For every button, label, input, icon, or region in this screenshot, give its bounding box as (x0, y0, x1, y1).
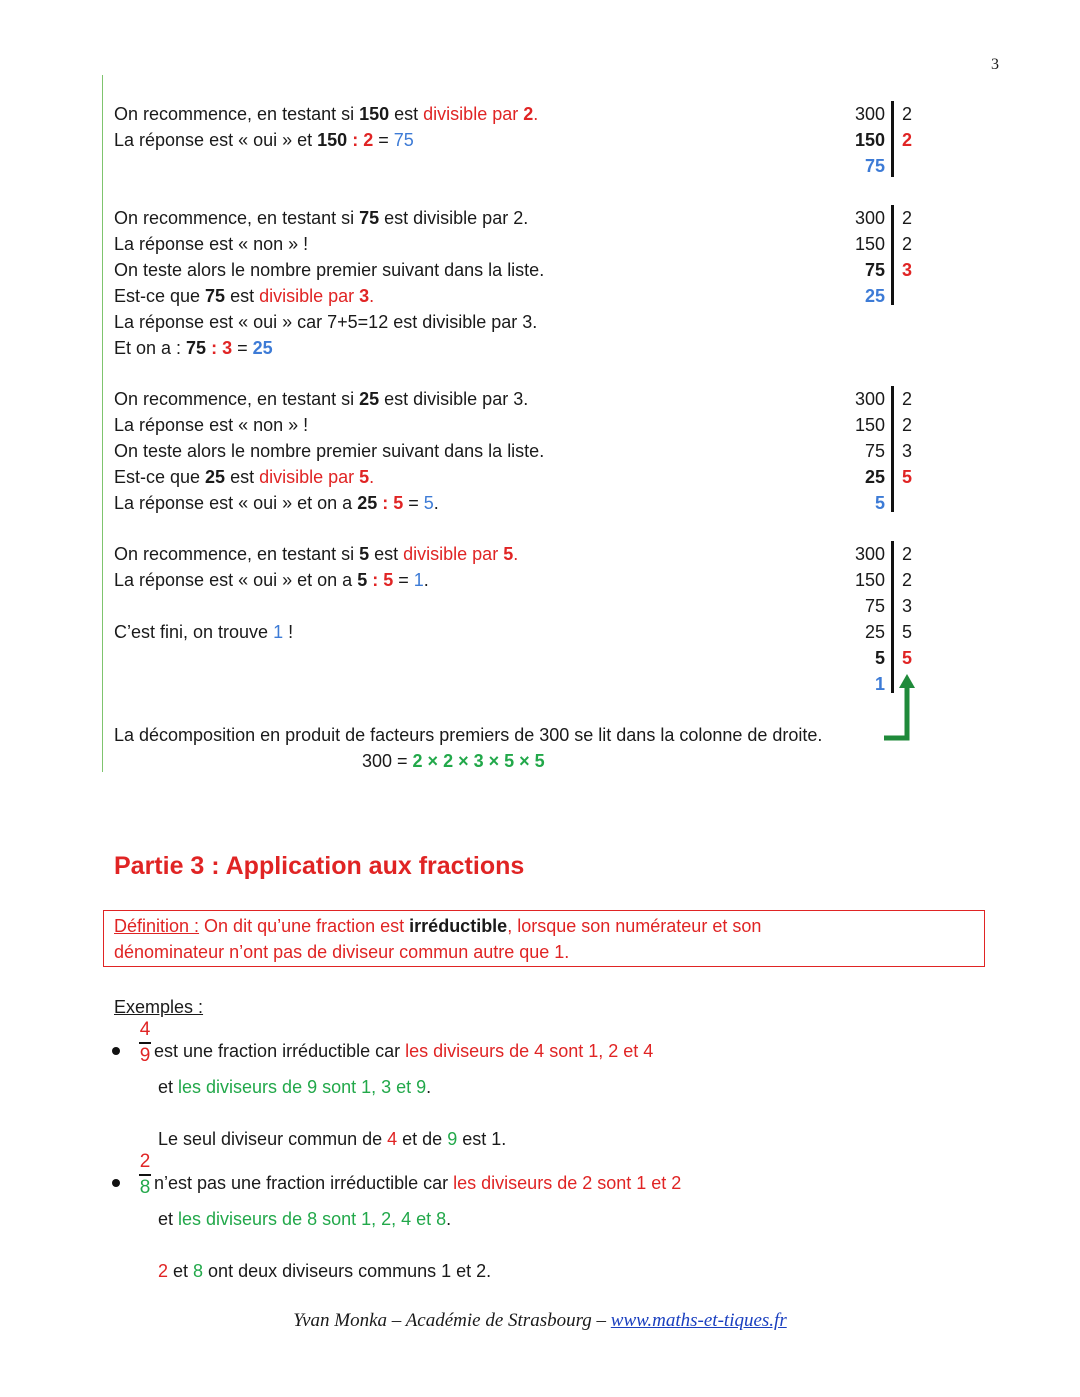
conclusion-text: La décomposition en produit de facteurs premiers de 300 se lit dans la colonne de droite. (114, 725, 823, 745)
page-number: 3 (991, 56, 999, 73)
s3-line-4: Est-ce que 25 est divisible par 5. (114, 467, 375, 487)
fraction-2-8: 2 8 (139, 1151, 151, 1198)
footer-link[interactable]: www.maths-et-tiques.fr (610, 1310, 787, 1331)
s2-line-1: On recommence, en testant si 75 est divisible par 2. (114, 208, 529, 228)
s2-line-5: La réponse est « oui » car 7+5=12 est divisible par 3. (114, 312, 538, 332)
example-1-line-2: et les diviseurs de 9 sont 1, 3 et 9. (158, 1077, 432, 1097)
bullet-icon (112, 1047, 120, 1055)
margin-rule (102, 75, 103, 772)
s2-line-2: La réponse est « non » ! (114, 234, 309, 254)
s4-line-2: La réponse est « oui » et on a 5 : 5 = 1. (114, 570, 429, 590)
example-2-line-1: n’est pas une fraction irréductible car les diviseurs de 2 sont 1 et 2 (154, 1173, 682, 1193)
examples-label: Exemples : (114, 997, 204, 1017)
s4-line-3: C’est fini, on trouve 1 ! (114, 622, 294, 642)
s1-line-1: On recommence, en testant si 150 est divisible par 2. (114, 104, 539, 124)
bullet-icon (112, 1179, 120, 1187)
section-heading: Partie 3 : Application aux fractions (114, 852, 525, 880)
example-1-line-3: Le seul diviseur commun de 4 et de 9 est 1. (158, 1129, 507, 1149)
s3-line-5: La réponse est « oui » et on a 25 : 5 = 5. (114, 493, 439, 513)
s2-line-6: Et on a : 75 : 3 = 25 (114, 338, 273, 358)
up-arrow-icon (880, 672, 920, 744)
s2-line-3: On teste alors le nombre premier suivant dans la liste. (114, 260, 545, 280)
factorization-formula: 300 = 2 × 2 × 3 × 5 × 5 (362, 751, 545, 771)
fraction-4-9: 4 9 (139, 1019, 151, 1066)
s1-line-2: La réponse est « oui » et 150 : 2 = 75 (114, 130, 414, 150)
definition-box: Définition : On dit qu’une fraction est irréductible, lorsque son numérateur et son dénominateur n’ont pas de diviseur commun autre que 1. (103, 910, 985, 967)
example-1-line-1: est une fraction irréductible car les diviseurs de 4 sont 1, 2 et 4 (154, 1041, 654, 1061)
s4-line-1: On recommence, en testant si 5 est divisible par 5. (114, 544, 519, 564)
s2-line-4: Est-ce que 75 est divisible par 3. (114, 286, 375, 306)
s3-line-2: La réponse est « non » ! (114, 415, 309, 435)
example-2-line-2: et les diviseurs de 8 sont 1, 2, 4 et 8. (158, 1209, 452, 1229)
footer: Yvan Monka – Académie de Strasbourg – www.maths-et-tiques.fr (293, 1310, 787, 1331)
s3-line-3: On teste alors le nombre premier suivant dans la liste. (114, 441, 545, 461)
s3-line-1: On recommence, en testant si 25 est divisible par 3. (114, 389, 529, 409)
example-2-line-3: 2 et 8 ont deux diviseurs communs 1 et 2. (158, 1261, 492, 1281)
